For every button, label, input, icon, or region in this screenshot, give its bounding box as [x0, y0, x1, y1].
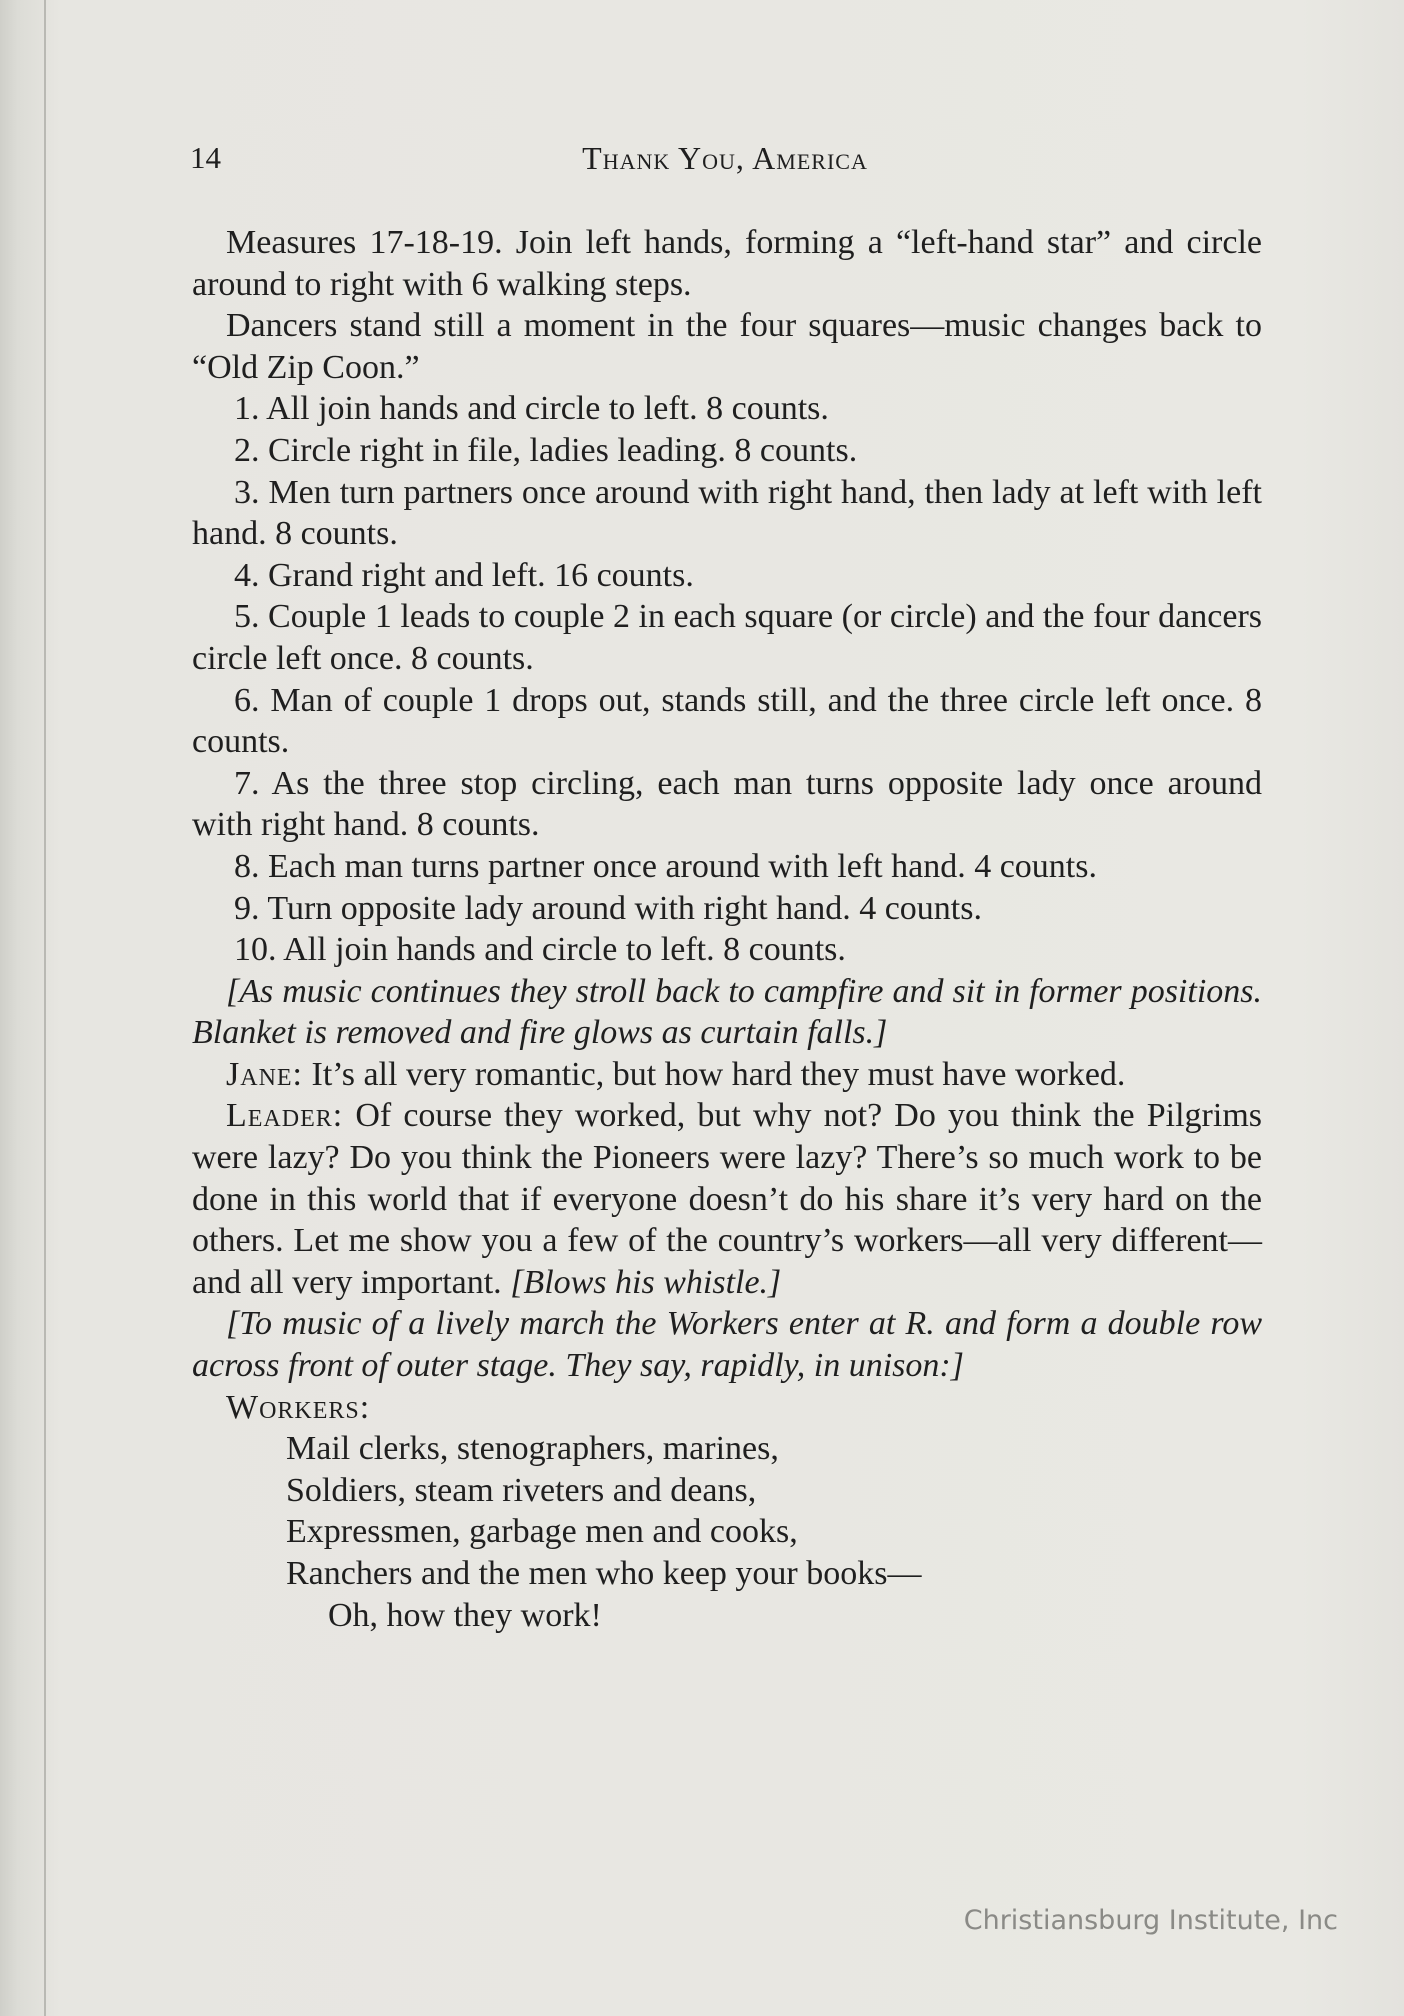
workers-verse — [192, 1428, 1262, 1636]
verse-line: Soldiers, steam riveters and deans, — [286, 1471, 757, 1509]
step-9: 9. Turn opposite lady around with right hand. 4 counts. — [234, 889, 982, 927]
verse-line: Ranchers and the men who keep your books— — [286, 1555, 922, 1592]
step-5: 5. Couple 1 leads to couple 2 in each square (or circle) and the four dancers circle left once. 8 counts. — [192, 598, 1262, 677]
jane-dialogue: It’s all very romantic, but how hard they must have worked. — [311, 1055, 1126, 1093]
step-6: 6. Man of couple 1 drops out, stands still, and the three circle left once. 8 counts. — [192, 681, 1262, 761]
speaker-workers: Workers: — [226, 1388, 371, 1426]
running-title: Thank You, America — [582, 140, 868, 176]
workers-heading — [192, 1387, 1262, 1429]
verse-line: Oh, how they work! — [328, 1596, 602, 1634]
speaker-leader: Leader: — [226, 1097, 344, 1135]
step-8: 8. Each man turns partner once around with left hand. 4 counts. — [234, 847, 1097, 885]
watermark: Christiansburg Institute, Inc — [963, 1905, 1338, 1936]
step-1: 1. All join hands and circle to left. 8 counts. — [234, 390, 829, 428]
verse-line: Expressmen, garbage men and cooks, — [286, 1513, 798, 1551]
paragraph-dancers: Dancers stand still a moment in the four squares—music changes back to “Old Zip Coon.” — [192, 307, 1262, 386]
leader-line — [192, 1095, 1262, 1303]
page-gutter-edge — [44, 0, 46, 2016]
step-4: 4. Grand right and left. 16 counts. — [234, 556, 694, 594]
page-number: 14 — [190, 140, 221, 175]
step-3: 3. Men turn partners once around with right hand, then lady at left with left hand. 8 counts. — [192, 473, 1262, 553]
jane-line — [192, 1054, 1262, 1096]
page-header — [190, 140, 1260, 180]
leader-dialogue: Of course they worked, but why not? Do you think the Pilgrims were lazy? Do you think the Pioneers were lazy? There’s so much work to be done in this world that if everyone doesn’t do his share it’s very hard on the others. Let me show you a few of the country’s workers—all very different—and all very important. — [192, 1097, 1263, 1301]
speaker-jane: Jane: — [226, 1055, 304, 1093]
leader-stage-direction: [Blows his whistle.] — [510, 1263, 782, 1301]
stage-direction-workers: [To music of a lively march the Workers enter at R. and form a double row across front of outer stage. They say, rapidly, in unison:] — [192, 1305, 1262, 1385]
stage-direction-campfire: [As music continues they stroll back to campfire and sit in former positions. Blanket is removed and fire glows as curtain falls.] — [192, 972, 1262, 1052]
verse-line: Mail clerks, stenographers, marines, — [286, 1430, 779, 1468]
step-10: 10. All join hands and circle to left. 8 counts. — [234, 931, 846, 969]
paragraph-measures: Measures 17-18-19. Join left hands, forming a “left-hand star” and circle around to right with 6 walking steps. — [192, 224, 1262, 303]
step-7: 7. As the three stop circling, each man turns opposite lady once around with right hand. 8 counts. — [192, 764, 1262, 844]
step-2: 2. Circle right in file, ladies leading. 8 counts. — [234, 431, 858, 469]
body-text — [192, 222, 1262, 1636]
